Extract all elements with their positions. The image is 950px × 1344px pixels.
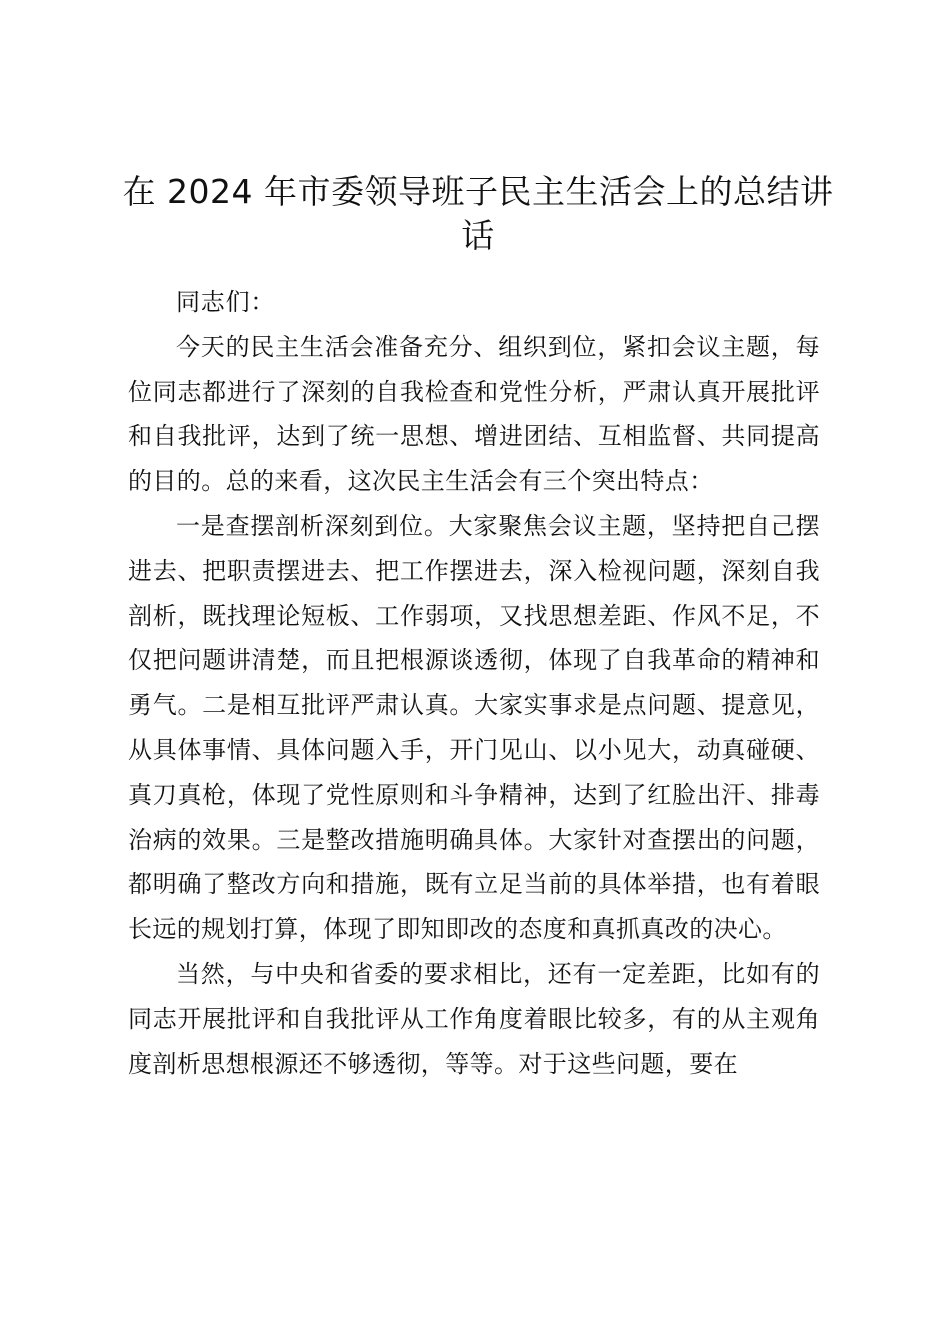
paragraph-characteristics: 一是查摆剖析深刻到位。大家聚焦会议主题，坚持把自己摆进去、把职责摆进去、把工作摆进去，深入检视问题，深刻自我剖析，既找理论短板、工作弱项，又找思想差距、作风不足，不仅把问题讲清楚，而且把根源谈透彻，体现了自我革命的精神和勇气。二是相互批评严肃认真。大家实事求是点问题、提意见，从具体事情、具体问题入手，开门见山、以小见大，动真碰硬、真刀真枪，体现了党性原则和斗争精神，达到了红脸出汗、排毒治病的效果。三是整改措施明确具体。大家针对查摆出的问题，都明确了整改方向和措施，既有立足当前的具体举措，也有着眼长远的规划打算，体现了即知即改的态度和真抓真改的决心。 [128,511,820,944]
document-title: 在 2024 年市委领导班子民主生活会上的总结讲话 [122,172,834,255]
paragraph-opening: 今天的民主生活会准备充分、组织到位，紧扣会议主题，每位同志都进行了深刻的自我检查和党性分析，严肃认真开展批评和自我批评，达到了统一思想、增进团结、互相监督、共同提高的目的。总的来看，这次民主生活会有三个突出特点： [128,332,820,496]
document-body [128,280,820,1086]
salutation: 同志们： [176,288,276,316]
paragraph-shortcomings: 当然，与中央和省委的要求相比，还有一定差距，比如有的同志开展批评和自我批评从工作角度着眼比较多，有的从主观角度剖析思想根源还不够透彻，等等。对于这些问题，要在 [128,959,820,1078]
